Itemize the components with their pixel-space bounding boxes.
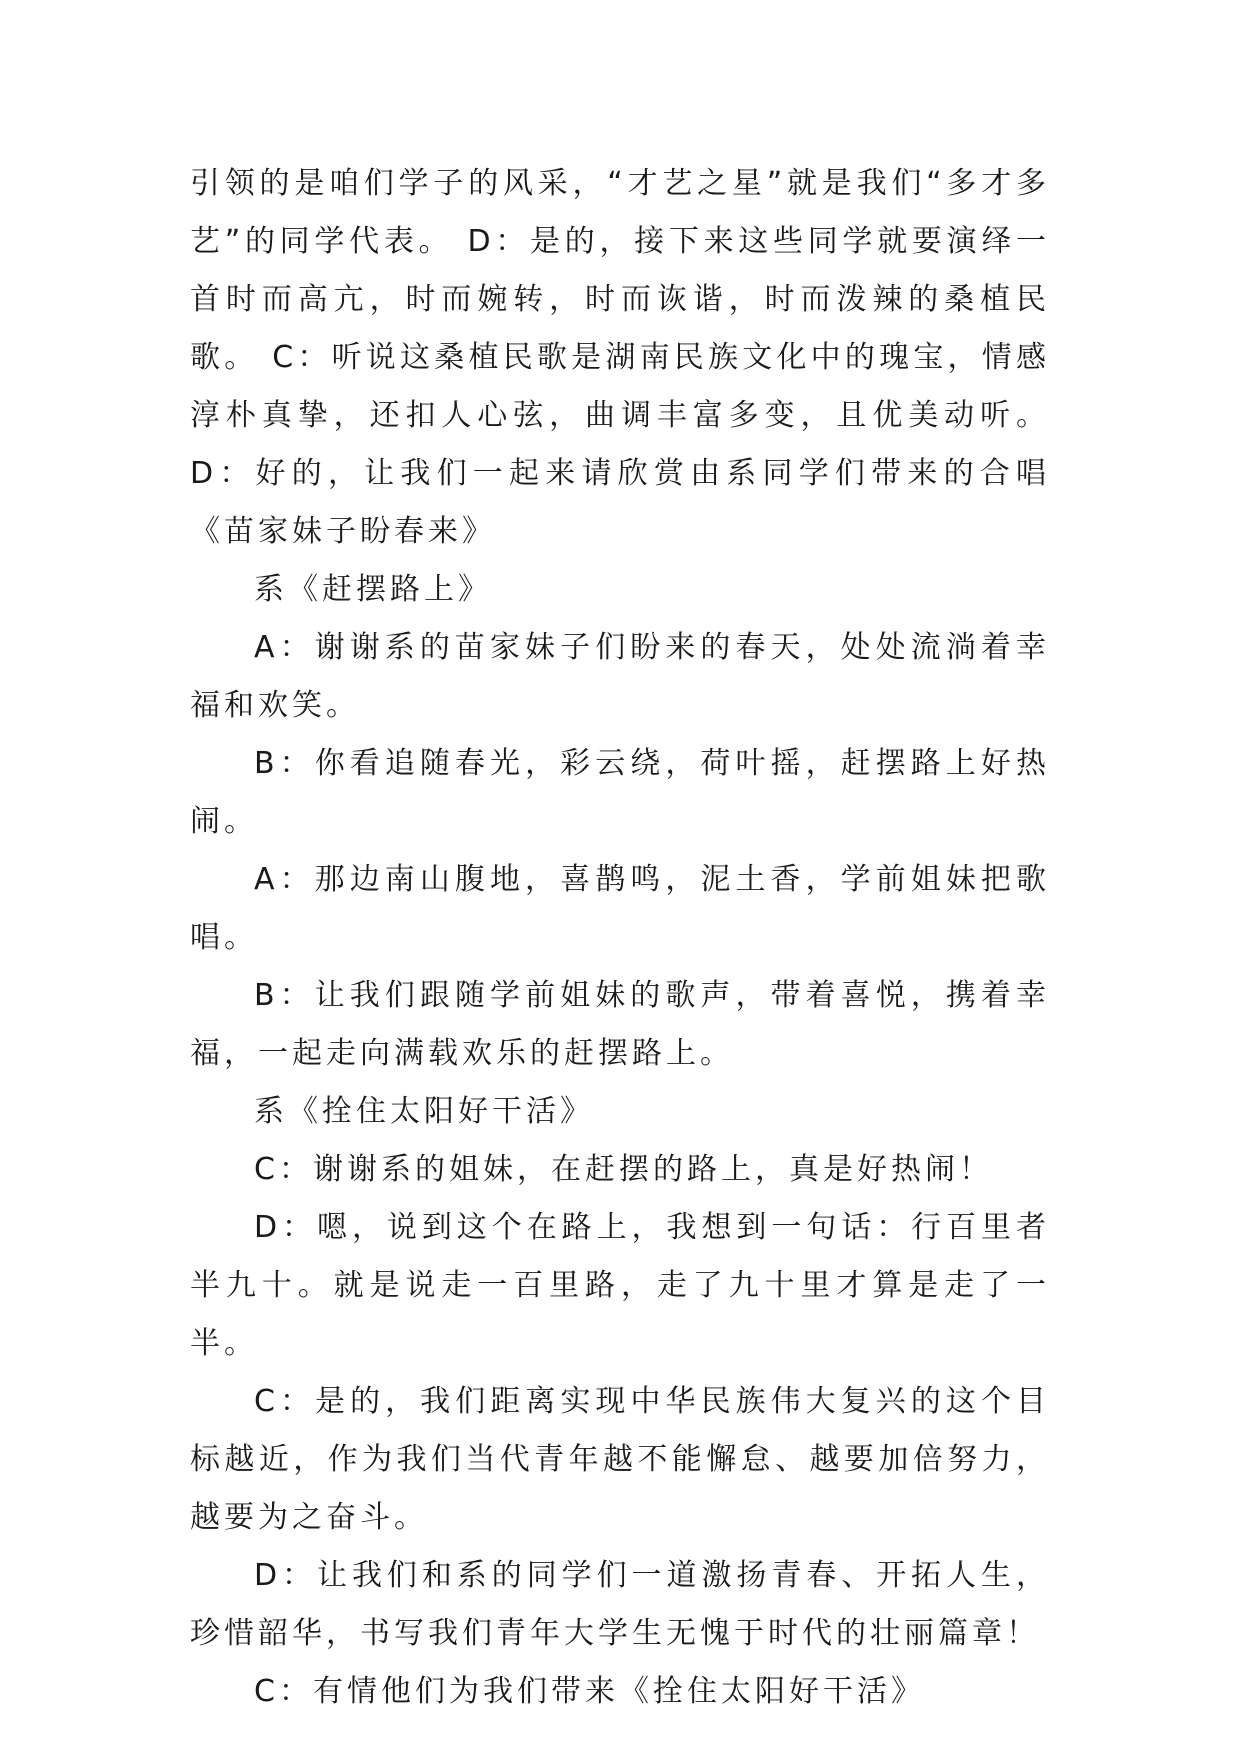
- paragraph: B：让我们跟随学前姐妹的歌声，带着喜悦，携着幸福，一起走向满载欢乐的赶摆路上。: [190, 978, 1050, 1071]
- paragraph: C：有情他们为我们带来《拴住太阳好干活》: [254, 1674, 925, 1709]
- paragraph: D：让我们和系的同学们一道激扬青春、开拓人生，珍惜韶华，书写我们青年大学生无愧于时代的壮丽篇章！: [190, 1558, 1050, 1651]
- paragraph: A：那边南山腹地，喜鹊鸣，泥土香，学前姐妹把歌唱。: [190, 862, 1050, 955]
- paragraph: 引领的是咱们学子的风采，“才艺之星”就是我们“多才多艺”的同学代表。 D：是的，接下来这些同学就要演绎一首时而高亢，时而婉转，时而诙谐，时而泼辣的桑植民歌。 C：听说这桑植民歌是湖南民族文化中的瑰宝，情感淳朴真挚，还扣人心弦，曲调丰富多变，且优美动听。 D：好的，让我们一起来请欣赏由系同学们带来的合唱《苗家妹子盼春来》: [190, 166, 1050, 549]
- paragraph: 系《赶摆路上》: [254, 572, 492, 607]
- paragraph: C：谢谢系的姐妹，在赶摆的路上，真是好热闹！: [254, 1152, 993, 1187]
- document-body: [190, 155, 1050, 1721]
- paragraph: D：嗯，说到这个在路上，我想到一句话：行百里者半九十。就是说走一百里路，走了九十里才算是走了一半。: [190, 1210, 1050, 1361]
- paragraph: A：谢谢系的苗家妹子们盼来的春天，处处流淌着幸福和欢笑。: [190, 630, 1050, 723]
- paragraph: 系《拴住太阳好干活》: [254, 1094, 594, 1129]
- paragraph: B：你看追随春光，彩云绕，荷叶摇，赶摆路上好热闹。: [190, 746, 1050, 839]
- paragraph: C：是的，我们距离实现中华民族伟大复兴的这个目标越近，作为我们当代青年越不能懈怠、越要加倍努力，越要为之奋斗。: [190, 1384, 1050, 1535]
